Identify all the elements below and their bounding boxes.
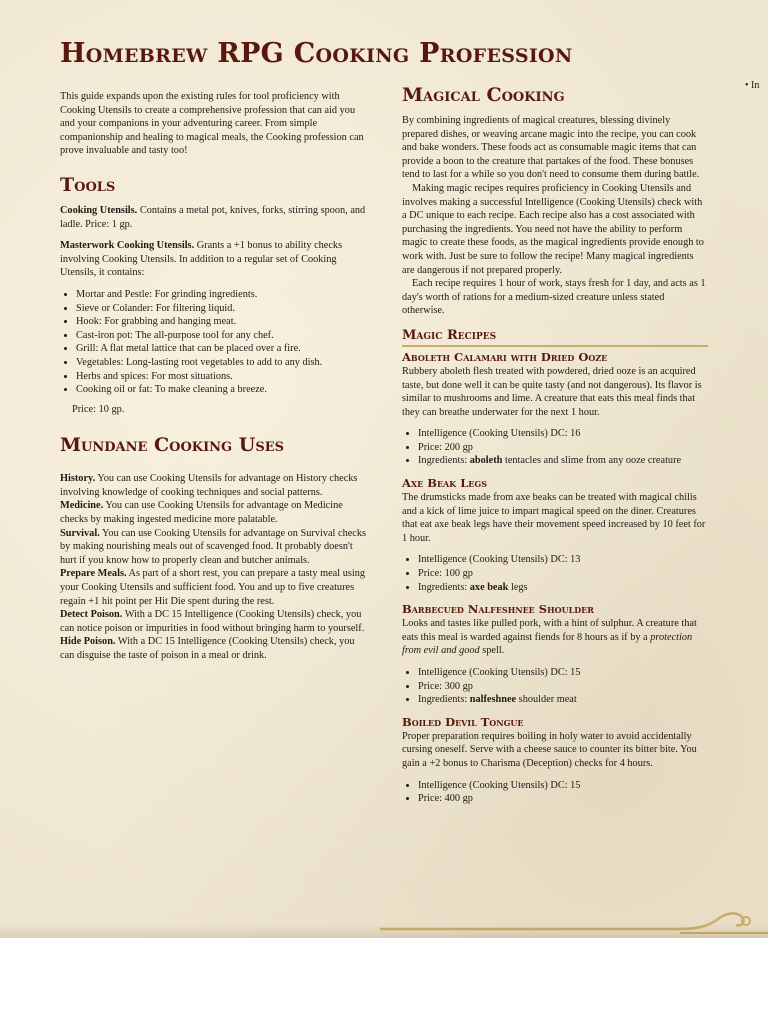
recipe-title: Axe Beak Legs <box>402 476 488 491</box>
use-prepare-meals <box>60 567 366 608</box>
magical-paragraph-2: Making magic recipes requires proficiency in Cooking Utensils and involves making a successful Intelligence (Cooking Utensils) check with a DC unique to each recipe. Each recipe also has a cost associated with purchasing the ingredients. You need not have the ability to perform magic to create these foods, as the magical ingredients provide enough to work with. Just be sure to follow the recipe! Many magical ingredients are dangerous if not prepared properly. <box>402 182 704 276</box>
recipe-ingredients <box>418 581 708 595</box>
recipe-title: Barbecued Nalfeshnee Shoulder <box>402 602 594 617</box>
recipe-title: Aboleth Calamari with Dried Ooze <box>402 349 608 364</box>
list-item: • Hook: For grabbing and hanging meat. <box>76 315 366 329</box>
spacer <box>60 464 366 472</box>
page-edge-shadow <box>0 924 768 938</box>
cooking-utensils-text: Contains a metal pot, knives, forks, stirring spoon, and ladle. Price: 1 gp. <box>60 204 366 230</box>
use-term: Medicine. <box>60 500 104 512</box>
ingredients-label: Ingredients: <box>418 455 470 467</box>
recipe-price: • Price: 300 gp <box>418 680 708 694</box>
use-term: History. <box>60 473 96 485</box>
list-item: • Cast-iron pot: The all-purpose tool for any chef. <box>76 329 366 343</box>
use-term: Detect Poison. <box>60 609 123 621</box>
ingredients-rest: legs <box>508 581 528 593</box>
list-item: • Sieve or Colander: For filtering liquid. <box>76 302 366 316</box>
recipe-price: • Price: 200 gp <box>418 441 708 455</box>
recipe-ingredients <box>418 693 708 707</box>
use-detect-poison <box>60 608 366 635</box>
use-text: You can use Cooking Utensils for advantage on Medicine checks by making ingested medicine more palatable. <box>60 500 343 526</box>
use-history <box>60 472 366 499</box>
masterwork-entry <box>60 239 366 280</box>
magical-cooking-heading: Magical Cooking <box>402 84 565 106</box>
ingredients-label: Ingredients: <box>418 581 470 593</box>
intro-paragraph: This guide expands upon the existing rules for tool proficiency with Cooking Utensils to create a comprehensive profession that can aid you and your companions in your adventuring career. From simple companionship and healing to magical meals, the Cooking profession can prove invaluable and tasty too! <box>60 91 364 157</box>
ingredient-creature: axe beak <box>469 581 509 593</box>
magic-recipes-heading: Magic Recipes <box>402 328 708 347</box>
masterwork-term: Masterwork Cooking Utensils. <box>60 240 195 252</box>
recipe-price: • Price: 400 gp <box>418 792 708 806</box>
list-item: • Cooking oil or fat: To make cleaning a breeze. <box>76 383 366 397</box>
recipe-description: The drumsticks made from axe beaks can be treated with magical chilis and a kick of lime juice to impart magical speed on the diner. Creatures that eat axe beak legs have their movement speed increased by 10 feet for 1 hour. <box>402 492 706 544</box>
list-item: • Mortar and Pestle: For grinding ingredients. <box>76 288 366 302</box>
next-page-bullet-fragment: • In <box>745 80 760 91</box>
use-term: Survival. <box>60 527 100 539</box>
tools-heading: Tools <box>60 173 116 196</box>
recipe-description: Rubbery aboleth flesh treated with powdered, dried ooze is an acquired taste, but done well it can be quite tasty (and not dangerous). Its flavor is similar to mushrooms and lime. A creature that eats this meal finds that they can breathe underwater for the next 1 hour. <box>402 365 702 418</box>
recipe-dc: • Intelligence (Cooking Utensils) DC: 13 <box>418 553 708 567</box>
ingredients-rest: shoulder meat <box>516 694 577 706</box>
masterwork-text: Grants a +1 bonus to ability checks involving Cooking Utensils. In addition to a regular set of Cooking Utensils, it contains: <box>60 240 343 279</box>
right-column <box>402 84 708 812</box>
use-medicine <box>60 499 366 526</box>
list-item: • Vegetables: Long-lasting root vegetables to add to any dish. <box>76 356 366 370</box>
recipe-details <box>402 666 708 707</box>
recipe-details <box>402 427 708 468</box>
use-text: With a DC 15 Intelligence (Cooking Utensils) check, you can notice poison or impurities in food without bringing harm to yourself. <box>60 609 365 634</box>
cooking-utensils-entry <box>60 204 366 231</box>
cooking-utensils-term: Cooking Utensils. <box>60 204 138 216</box>
list-item: • Grill: A flat metal lattice that can be placed over a fire. <box>76 342 366 356</box>
use-term: Hide Poison. <box>60 636 116 648</box>
magical-paragraph-3: Each recipe requires 1 hour of work, stays fresh for 1 day, and acts as 1 day's worth of rations for a medium-sized creature unless stated otherwise. <box>402 278 706 317</box>
recipe-dc: • Intelligence (Cooking Utensils) DC: 15 <box>418 666 708 680</box>
page-title: Homebrew RPG Cooking Profession <box>60 38 573 69</box>
masterwork-price: Price: 10 gp. <box>72 403 125 415</box>
recipe-title: Boiled Devil Tongue <box>402 714 524 729</box>
recipe-description <box>402 617 708 658</box>
recipe-description-text: spell. <box>479 645 505 657</box>
use-survival <box>60 527 366 568</box>
mundane-heading: Mundane Cooking Uses <box>60 434 285 457</box>
spell-name: protection from evil and good <box>402 631 693 657</box>
recipe-price: • Price: 100 gp <box>418 567 708 581</box>
use-text: You can use Cooking Utensils for advantage on Survival checks by making nourishing meals out of scavenged food. It probably doesn't hurt if you know how to properly clean and butcher animals. <box>60 527 367 566</box>
recipe-description-text: Looks and tastes like pulled pork, with a hint of sulphur. A creature that eats this meal is warded against fiends for 8 hours as if by a <box>402 618 697 643</box>
use-text: As part of a short rest, you can prepare a tasty meal using your Cooking Utensils and sufficient food. You and up to five creatures regain +1 hit point per Hit Die spent during the rest. <box>60 568 366 607</box>
use-hide-poison <box>60 635 366 662</box>
recipe-details <box>402 779 708 806</box>
ingredient-creature: nalfeshnee <box>469 694 517 706</box>
left-column <box>60 90 366 663</box>
list-item: • Herbs and spices: For most situations. <box>76 370 366 384</box>
use-term: Prepare Meals. <box>60 568 127 580</box>
recipe-description: Proper preparation requires boiling in holy water to avoid accidentally cursing oneself. Serve with a cheese sauce to counter its bitter bite. You gain a +2 bonus to Charisma (Deception) checks for 4 hours. <box>402 730 697 769</box>
recipe-details <box>402 553 708 594</box>
recipe-dc: • Intelligence (Cooking Utensils) DC: 16 <box>418 427 708 441</box>
masterwork-list <box>60 288 366 397</box>
recipe-ingredients <box>418 454 708 468</box>
use-text: With a DC 15 Intelligence (Cooking Utensils) check, you can disguise the taste of poison in a meal or drink. <box>60 636 355 661</box>
ingredient-creature: aboleth <box>469 455 503 467</box>
recipe-dc: • Intelligence (Cooking Utensils) DC: 15 <box>418 779 708 793</box>
use-text: You can use Cooking Utensils for advantage on History checks involving knowledge of cooking techniques and social patterns. <box>60 473 358 498</box>
magical-paragraph-1: By combining ingredients of magical creatures, blessing divinely prepared dishes, or weaving arcane magic into the recipe, you can cook and bake wonders. These foods act as consumable magic items that can provide a boon to the creature that partakes of the food. These bonuses tend to last for a while so you don't need to consume them during battle. <box>402 115 700 181</box>
ingredients-label: Ingredients: <box>418 694 470 706</box>
ingredients-rest: tentacles and slime from any ooze creature <box>502 455 682 467</box>
